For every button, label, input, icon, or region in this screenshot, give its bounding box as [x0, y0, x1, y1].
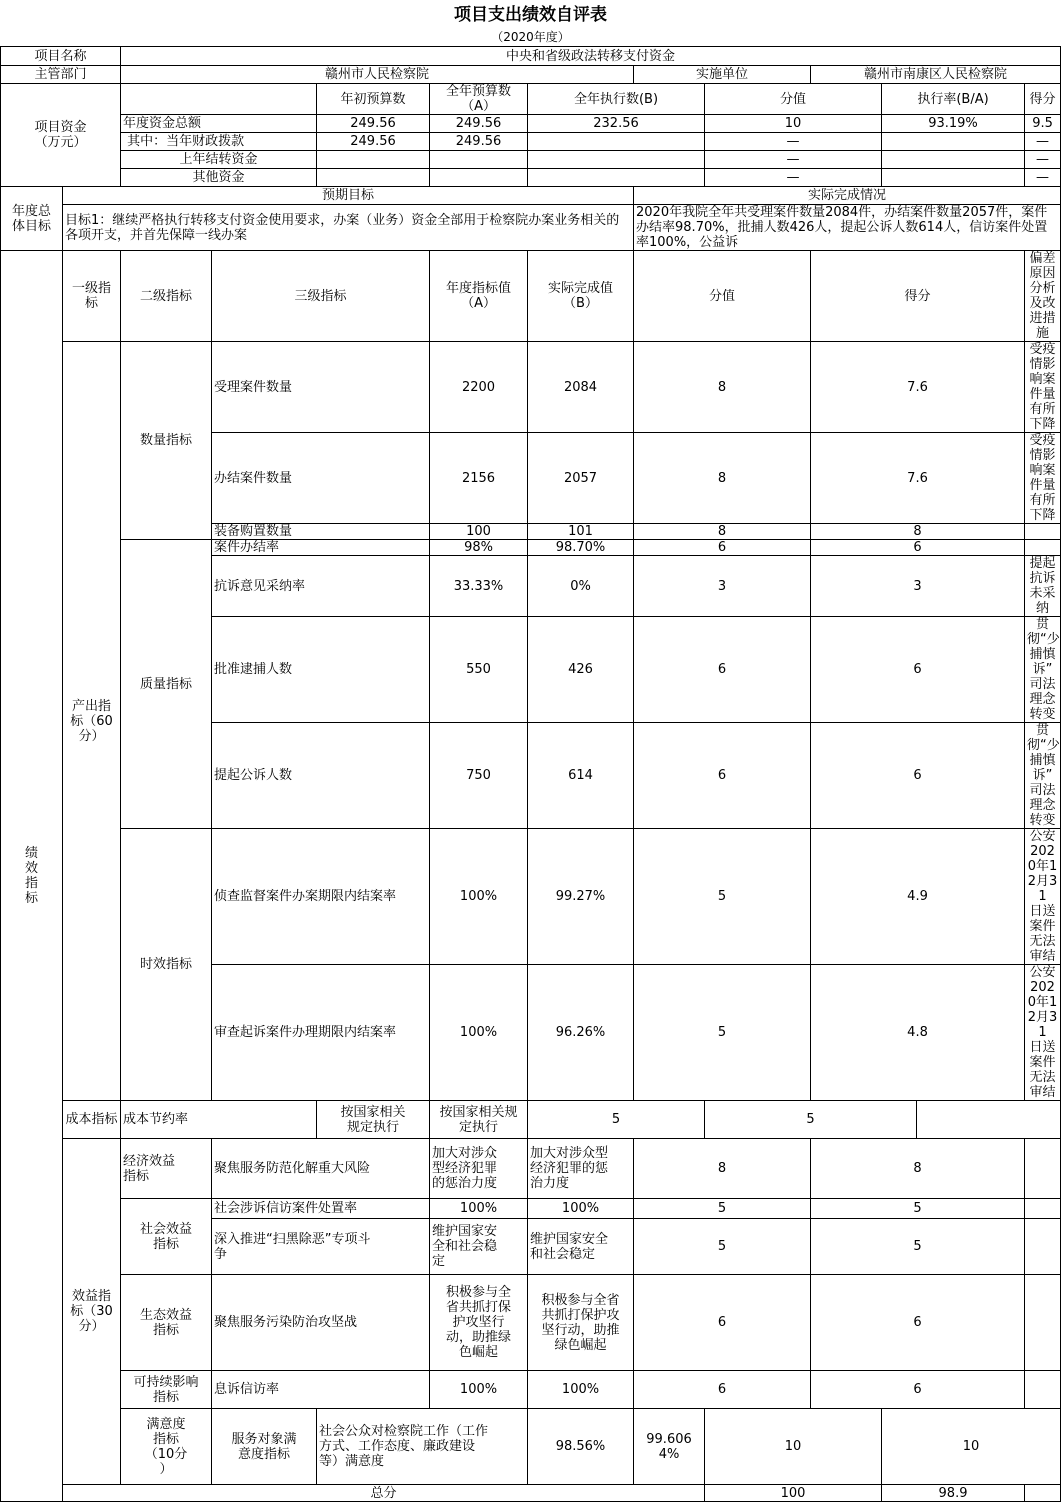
- overall-goal-label: 年度总 体目标: [1, 187, 63, 251]
- funds-label: 项目资金 （万元）: [1, 84, 121, 187]
- level2-quantity: 数量指标: [121, 342, 212, 540]
- header-target: 年度指标值 （A）: [430, 251, 528, 342]
- evaluation-table: [0, 46, 1061, 1502]
- table-row: 产出指 标（60 分） 数量指标 受理案件数量 2200 2084 8 7.6 受疫情影响案件量 有所下降: [1, 342, 1061, 433]
- actual-completion-header: 实际完成情况: [634, 187, 1061, 205]
- expected-goal-header: 预期目标: [63, 187, 634, 205]
- level2-quality: 质量指标: [121, 540, 212, 829]
- header-score-value: 分值: [634, 251, 811, 342]
- table-row: 满意度 指标 （10分 ） 服务对象满 意度指标 社会公众对检察院工作（工作 方式、工作态度、廉政建设 等）满意度 98.56% 99.6064% 10 10: [1, 1409, 1061, 1485]
- table-row: 社会效益 指标 社会涉诉信访案件处置率 100% 100% 5 5: [1, 1199, 1061, 1219]
- level1-output: 产出指 标（60 分）: [63, 342, 121, 1101]
- col-execution: 全年执行数(B): [528, 84, 705, 115]
- funds-row: 其他资金 — —: [1, 169, 1061, 187]
- total-row: [1, 1485, 1061, 1502]
- report-year: （2020年度）: [491, 30, 570, 44]
- table-row: 批准逮捕人数 550 426 6 6 贯彻“少捕慎诉” 司法理念转变: [1, 617, 1061, 723]
- col-full-budget: 全年预算数（A）: [430, 84, 528, 115]
- header-score: 得分: [811, 251, 1025, 342]
- table-row: 提起公诉人数 750 614 6 6 贯彻“少捕慎诉” 司法理念转变: [1, 723, 1061, 829]
- actual-completion-text: 2020年我院全年共受理案件数量2084件，办结案件数量2057件，案件办结率98.70%，批捕人数426人，提起公诉人数614人，信访案件处置率100%，公益诉: [634, 205, 1061, 251]
- department-label: 主管部门: [1, 66, 121, 84]
- funds-row: 上年结转资金 — —: [1, 151, 1061, 169]
- project-name-label: 项目名称: [1, 47, 121, 66]
- level2-economic: 经济效益 指标: [121, 1139, 212, 1199]
- level1-effect: 效益指 标（30 分）: [63, 1139, 121, 1485]
- expected-goal-text: 目标1：继续严格执行转移支付资金使用要求，办案（业务）资金全部用于检察院办案业务相关的各项开支，并首先保障一线办案: [63, 205, 634, 251]
- total-label: 总分: [63, 1485, 705, 1502]
- table-row: 效益指 标（30 分） 经济效益 指标 聚焦服务防范化解重大风险 加大对涉众 型经济犯罪 的惩治力度 加大对涉众型 经济犯罪的惩 治力度 8 8: [1, 1139, 1061, 1199]
- funds-row: 年度资金总额 249.56 249.56 232.56 10 93.19% 9.5: [1, 115, 1061, 133]
- header-actual: 实际完成值 （B）: [528, 251, 634, 342]
- level1-satisfaction: 满意度 指标 （10分 ）: [121, 1409, 212, 1485]
- col-initial-budget: 年初预算数: [317, 84, 430, 115]
- impl-unit-label: 实施单位: [634, 66, 811, 84]
- table-row: 办结案件数量 2156 2057 8 7.6 受疫情影响案件量 有所下降: [1, 433, 1061, 524]
- impl-unit-value: 赣州市南康区人民检察院: [811, 66, 1061, 84]
- perf-indicators-label: 绩 效 指 标: [1, 251, 63, 1502]
- table-row: 质量指标 案件办结率 98% 98.70% 6 6: [1, 540, 1061, 556]
- level2-cost: 成本指标: [63, 1101, 121, 1139]
- total-score: 98.9: [882, 1485, 1025, 1502]
- total-score-value: 100: [705, 1485, 882, 1502]
- table-row: 生态效益 指标 聚焦服务污染防治攻坚战 积极参与全 省共抓打保 护攻坚行 动，助推绿 色崛起 积极参与全省 共抓打保护攻 坚行动，助推 绿色崛起 6 6: [1, 1275, 1061, 1371]
- page-title: 项目支出绩效自评表: [454, 5, 607, 25]
- header-deviation: 偏差原因分析及改 进措施: [1025, 251, 1061, 342]
- header-level3: 三级指标: [212, 251, 430, 342]
- level2-sustainable: 可持续影响 指标: [121, 1371, 212, 1409]
- table-row: 装备购置数量 100 101 8 8: [1, 524, 1061, 540]
- table-row: 抗诉意见采纳率 33.33% 0% 3 3 提起抗诉未采纳: [1, 556, 1061, 617]
- header-level2: 二级指标: [121, 251, 212, 342]
- level2-service: 服务对象满 意度指标: [212, 1409, 317, 1485]
- table-row: 深入推进“扫黑除恶”专项斗 争 维护国家安 全和社会稳 定 维护国家安全 和社会稳定 5 5: [1, 1219, 1061, 1275]
- table-row: 可持续影响 指标 息诉信访率 100% 100% 6 6: [1, 1371, 1061, 1409]
- header-level1: 一级指 标: [63, 251, 121, 342]
- col-score: 得分: [1025, 84, 1061, 115]
- col-score-value: 分值: [705, 84, 882, 115]
- funds-row: 其中：当年财政拨款 249.56 249.56 — —: [1, 133, 1061, 151]
- table-row: 时效指标 侦查监督案件办案期限内结案率 100% 99.27% 5 4.9 公安2020年12月31 日送案件无法审结: [1, 829, 1061, 965]
- table-row: 审查起诉案件办理期限内结案率 100% 96.26% 5 4.8 公安2020年12月31 日送案件无法审结: [1, 965, 1061, 1101]
- project-name-value: 中央和省级政法转移支付资金: [121, 47, 1061, 66]
- col-exec-rate: 执行率(B/A): [882, 84, 1025, 115]
- table-row: 成本指标 成本节约率 按国家相关 规定执行 按国家相关规 定执行 5 5: [1, 1101, 1061, 1139]
- level2-ecological: 生态效益 指标: [121, 1275, 212, 1371]
- level2-timeliness: 时效指标: [121, 829, 212, 1101]
- department-value: 赣州市人民检察院: [121, 66, 634, 84]
- level2-social: 社会效益 指标: [121, 1199, 212, 1275]
